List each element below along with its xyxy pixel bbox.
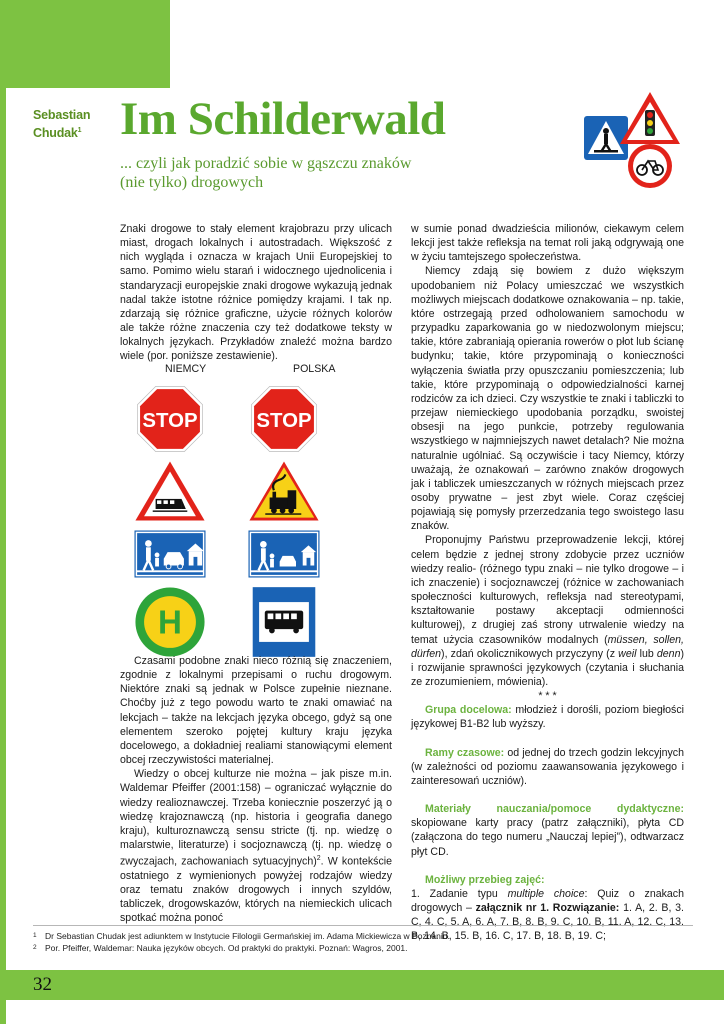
col2-paragraph-2: Niemcy zdają się bowiem z dużo większym upodobaniem niż Polacy umieszczać we wszystkich możliwych miejscach dodatkowe oznakowania – np. takie, które ostrzegają przed odholowaniem samochodu w przypadku zaparkowania go w niedozwolonym miejscu; takie, które zabraniają opierania rowerów o płot lub ścianę budynku; takie, które przypominają o konieczności wyłączenia światła przy opuszczaniu pomieszczenia; lub takie, które przypominają o odpowiedzialności karnej rodziców za ich dzieci. Czy wszystkie te znaki i tabliczki to przejaw niemieckiego upodobania porządku, swoistej obsesji na jego punkcie, potrzeby regulowania wszystkiego w najmniejszych nawet detalach? Nie można naturalnie ugólniać. Są oczywiście i tacy Niemcy, którzy uważają, że oznakowań – zarówno znaków drogowych jak i tabliczek umieszczanych w różnych miejscach przez osoby prywatne – jest zbyt wiele. Coraz częściej pojawiają się pomysły przerzedzania tego swoistego lasu znaków.: [411, 265, 684, 533]
footnote-2-number: 2: [33, 944, 37, 951]
col2-p3-c: lub: [636, 647, 657, 660]
col2-p3-b: ), zdań okolicznikowych przyczyny (z: [441, 647, 619, 660]
multiple-choice-term: multiple choice: [507, 887, 585, 900]
materials-label: Materiały nauczania/pomoce dydaktyczne:: [425, 803, 684, 816]
german-stop-text: STOP: [142, 410, 198, 433]
section-separator: * * *: [538, 690, 557, 703]
polish-stop-text: STOP: [256, 410, 312, 433]
appendix-1-solution-label: załącznik nr 1. Rozwiązanie:: [475, 902, 620, 915]
time-frame-label: Ramy czasowe:: [425, 746, 505, 759]
footnote-1: Dr Sebastian Chudak jest adiunktem w Instytucie Filologii Germańskiej im. Adama Mickiewicza w Poznaniu.: [45, 931, 450, 941]
materials-text: skopiowane karty pracy (patrz załączniki), płyta CD (załączona do tego numeru „Nauczaj lepiej”), odtwarzacz płyt CD.: [411, 817, 684, 858]
col2-p3-d: ) i rozwijanie sprawności językowych (czytania i słuchania ze zrozumieniem, mówienia).: [411, 647, 684, 688]
denn-word: denn: [656, 647, 681, 660]
bus-stop-letter: H: [158, 604, 182, 642]
lesson-course-label: Możliwy przebieg zajęć:: [425, 873, 545, 886]
polish-stop-sign-icon: [250, 385, 318, 453]
label-germany: NIEMCY: [165, 363, 207, 375]
page-number: 32: [33, 974, 52, 995]
footnote-marker-2: 2: [316, 855, 321, 863]
footer-green-band: [0, 970, 724, 1000]
footnote-divider: [33, 925, 693, 926]
bicycle-path-sign-icon: [628, 144, 672, 188]
polish-residential-zone-sign-icon: [248, 530, 320, 578]
footnote-1-number: 1: [33, 932, 37, 939]
item1-b: : Quiz o znakach drogowych –: [411, 887, 684, 915]
time-frame-text: od jednej do trzech godzin lekcyjnych (w zależności od poziomu zaawansowania językowego i zainteresowań uczniów).: [411, 746, 684, 787]
pedestrian-crossing-sign-icon: [584, 116, 628, 160]
footnotes: [33, 930, 450, 954]
polish-railway-crossing-sign-icon: [248, 460, 320, 522]
header-signs-illustration: [582, 90, 682, 190]
traffic-light-warning-sign-icon: [620, 92, 680, 144]
author-footnote-marker: 1: [77, 127, 82, 134]
intro-paragraph: Znaki drogowe to stały element krajobrazu przy ulicach miast, drogach lokalnych i autostradach. Większość z nich wygląda i oznacza w krajach Unii Europejskiej to samo. Pomimo wielu starań i widocznego ujednolicenia i standaryzacji europejskie znaki drogowe wykazują jednak nadal także istotne różnice pomiędzy krajami. I tak np. zdarzają się różnice graficzne, użycie różnych kolorów ale także różne znaczenia czy też dodatkowe teksty w lokalnych językach. Przykładów znaleźć można bardzo wiele (por. poniższe zestawienie).: [120, 223, 392, 363]
left-green-strip: [0, 88, 6, 1024]
weil-word: weil: [618, 647, 637, 660]
polish-bus-stop-sign-icon: [252, 586, 316, 658]
body-paragraph-3: Wiedzy o obcej kulturze nie można – jak pisze m.in. Waldemar Pfeiffer (2001:158) – ograniczać wyłącznie do wiedzy realioznawczej. Trzeba koniecznie poszerzyć ją o wiedzę krajoznawczą (np. historia i geografia danego kraju), kulturoznawczą sensu stricte (tj. np. wiedzę o malarstwie, literaturze) i socjoznawczą (tj. np. wiedzę o zwyczajach, zachowaniach sytuacyjnych): [120, 768, 392, 868]
label-poland: POLSKA: [293, 363, 336, 375]
german-bus-stop-sign-icon: [134, 586, 206, 658]
col2-p3-a: Proponujmy Państwu przeprowadzenie lekcji, której celem będzie z jednej strony zdobycie przez uczniów wiedzy realio- (różnego typu znaki – nie tylko drogowe – i ich znaczenie) i socjoznawczej (różnice w zachowaniach społeczności kulturowych, refleksja nad stereotypami, kształtowanie postawy akceptacji odmienności kulturowej), z drugiej zaś strony utrwalenie wiedzy na temat użycia czasowników modalnych (: [411, 534, 684, 646]
subtitle-line-2: (nie tylko) drogowych: [120, 174, 264, 191]
author-last-name: Chudak: [33, 126, 78, 141]
quiz-answers: 1. A, 2. B, 3. C, 4. C, 5. A, 6. A, 7. B, 8. B, 9. C, 10. B, 11. A, 12. C, 13. B, 14. B, 15. B, 16. C, 17. B, 18. B, 19. C;: [411, 902, 684, 943]
german-railway-crossing-sign-icon: [134, 460, 206, 522]
footnote-2: Por. Pfeiffer, Waldemar: Nauka języków obcych. Od praktyki do praktyki. Poznań: Wagros, 2001.: [45, 943, 408, 953]
article-subtitle: [120, 154, 411, 192]
author-name: [33, 108, 90, 141]
header-green-band: [0, 0, 170, 88]
body-paragraph-3-tail: . W kontekście ostatniego z wymienionych powyżej rodzajów wiedzy oraz tematu znaków drogowych i innych szyldów, tabliczek, drogowskazów, których na niemieckich ulicach spotkać można ponoć: [120, 855, 392, 925]
column-1-intro: [120, 222, 392, 364]
modal-verbs: müssen, sollen, dürfen: [411, 633, 684, 660]
author-first-name: Sebastian: [33, 108, 91, 122]
item1-a: 1. Zadanie typu: [411, 887, 508, 900]
body-paragraph-2: Czasami podobne znaki nieco różnią się znaczeniem, zgodnie z lokalnymi przepisami o ruchu drogowym. Niektóre znaki są jednak w Polsce zupełnie nieznane. Choćby już z tego powodu warto te znaki omawiać na lekcjach – także na lekcjach języka obcego, gdyż są one elementem szeroko pojętej kultury kraju języka docelowego, a dokładniej realiami stanowiącymi element obcej rzeczywistości materialnej.: [120, 655, 392, 767]
subtitle-line-1: ... czyli jak poradzić sobie w gąszczu znaków: [120, 155, 412, 172]
german-stop-sign-icon: [136, 385, 204, 453]
column-2: [411, 222, 684, 944]
target-group-label: Grupa docelowa:: [425, 704, 512, 717]
column-1-body: [120, 654, 392, 926]
german-residential-zone-sign-icon: [134, 530, 206, 578]
target-group-text: młodzież i dorośli, poziom biegłości językowej B1-B2 lub wyższy.: [411, 704, 684, 731]
col2-paragraph-1: w sumie ponad dwadzieścia milionów, ciekawym celem lekcji jest także refleksja na temat roli jaką odgrywają one w życiu tamtejszego społeczeństwa.: [411, 223, 684, 264]
article-title: Im Schilderwald: [120, 93, 446, 145]
